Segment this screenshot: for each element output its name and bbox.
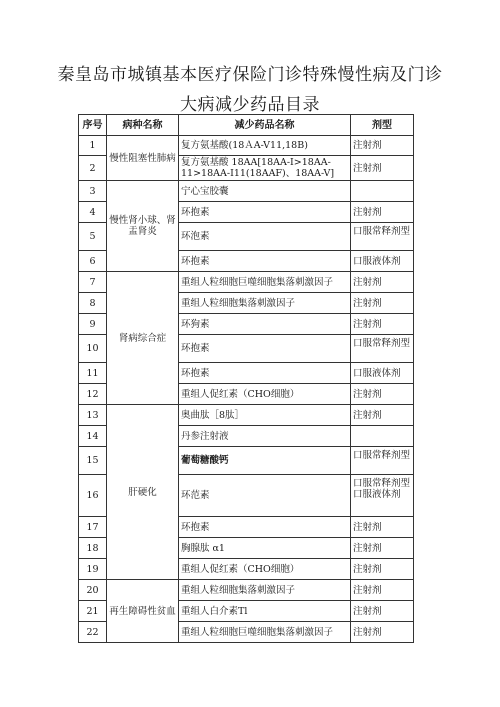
row-no: 22 [79, 622, 107, 643]
drug-cell: 重组人粒细胞集落刺激因子 [179, 293, 351, 314]
drug-cell: 复方氨基酸 18AA[18AA-I>18AA-11>18AA-I11(18AAF)、18AA-V] [179, 156, 351, 181]
form-cell: 口服液体剂 [351, 251, 414, 272]
table-row [79, 405, 414, 426]
row-no: 4 [79, 202, 107, 223]
form-cell: 注射剂 [351, 580, 414, 601]
form-cell: 注射剂 [351, 384, 414, 405]
row-no: 11 [79, 363, 107, 384]
row-no: 10 [79, 335, 107, 363]
row-no: 15 [79, 447, 107, 475]
header-disease: 病种名称 [107, 115, 179, 136]
table-row [79, 580, 414, 601]
form-cell [351, 181, 414, 202]
row-no: 8 [79, 293, 107, 314]
form-cell: 口服液体剂 [351, 363, 414, 384]
drug-cell: 环范素 [179, 475, 351, 517]
row-no: 3 [79, 181, 107, 202]
drug-cell: 环抱素 [179, 517, 351, 538]
form-cell: 口服常释剂型 口服液体剂 [351, 475, 414, 517]
drug-cell: 宁心宝胶囊 [179, 181, 351, 202]
table-row [79, 272, 414, 293]
drug-cell: 环抱素 [179, 335, 351, 363]
header-form: 剂型 [351, 115, 414, 136]
table-header-row [79, 115, 414, 136]
form-cell: 注射剂 [351, 559, 414, 580]
drug-cell: 胸腺肽 α1 [179, 538, 351, 559]
disease-cell: 肝硬化 [107, 405, 179, 580]
row-no: 2 [79, 156, 107, 181]
row-no: 16 [79, 475, 107, 517]
form-cell: 注射剂 [351, 538, 414, 559]
header-no: 序号 [79, 115, 107, 136]
drug-cell: 重组人白介素Tl [179, 601, 351, 622]
table-row [79, 181, 414, 202]
row-no: 14 [79, 426, 107, 447]
row-no: 12 [79, 384, 107, 405]
drug-cell: 丹参注射液 [179, 426, 351, 447]
form-cell: 注射剂 [351, 136, 414, 156]
form-cell: 注射剂 [351, 272, 414, 293]
drug-cell: 重组人粒细胞巨噬细胞集落刺激因子 [179, 272, 351, 293]
row-no: 18 [79, 538, 107, 559]
disease-cell: 再生障碍性贫血 [107, 580, 179, 643]
drug-list-table [78, 114, 414, 643]
drug-cell: 环抱素 [179, 251, 351, 272]
document-title-line2: 大病减少药品目录 [180, 95, 320, 115]
row-no: 21 [79, 601, 107, 622]
form-cell: 口服常释剂型 [351, 335, 414, 363]
drug-cell: 奥曲肽［8肽］ [179, 405, 351, 426]
disease-cell: 慢性肾小球、肾盂肾炎 [107, 181, 179, 272]
row-no: 7 [79, 272, 107, 293]
disease-cell: 慢性阻塞性肺病 [107, 136, 179, 181]
row-no: 1 [79, 136, 107, 156]
drug-cell: 环狗素 [179, 314, 351, 335]
form-cell [351, 426, 414, 447]
drug-cell: 复方氨基酸(18ＡA-V11,18B) [179, 136, 351, 156]
drug-cell: 环抱素 [179, 202, 351, 223]
drug-cell: 葡萄糖酸钙 [179, 447, 351, 475]
form-cell: 口服常释剂型 [351, 447, 414, 475]
form-cell: 注射剂 [351, 293, 414, 314]
form-cell: 注射剂 [351, 202, 414, 223]
header-drug: 减少药品名称 [179, 115, 351, 136]
row-no: 6 [79, 251, 107, 272]
form-cell: 注射剂 [351, 601, 414, 622]
form-cell: 注射剂 [351, 517, 414, 538]
form-cell: 注射剂 [351, 314, 414, 335]
table-row [79, 136, 414, 156]
form-cell: 注射剂 [351, 156, 414, 181]
row-no: 20 [79, 580, 107, 601]
row-no: 13 [79, 405, 107, 426]
form-cell: 注射剂 [351, 622, 414, 643]
row-no: 19 [79, 559, 107, 580]
drug-cell: 重组人粒细胞集落刺激因子 [179, 580, 351, 601]
drug-cell: 重组人粒细胞巨噬细胞集落刺激因子 [179, 622, 351, 643]
drug-cell: 重组人促红素（CHO细胞） [179, 559, 351, 580]
drug-cell: 重组人促红素（CHO细胞） [179, 384, 351, 405]
drug-cell: 环泡素 [179, 223, 351, 251]
disease-cell: 肾病综合症 [107, 272, 179, 405]
form-cell: 注射剂 [351, 405, 414, 426]
row-no: 5 [79, 223, 107, 251]
form-cell: 口服常释剂型 [351, 223, 414, 251]
drug-cell: 环抱素 [179, 363, 351, 384]
row-no: 17 [79, 517, 107, 538]
document-title-line1: 秦皇岛市城镇基本医疗保险门诊特殊慢性病及门诊 [57, 65, 443, 85]
row-no: 9 [79, 314, 107, 335]
